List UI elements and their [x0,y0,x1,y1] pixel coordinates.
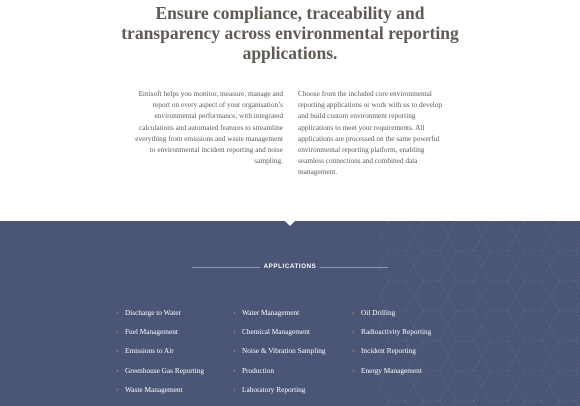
headline-line: applications. [242,43,338,63]
paragraph-line: management. [298,167,338,177]
app-link-label: Chemical Management [242,327,310,336]
app-link-label: Emissions to Air [125,346,174,355]
intro-right-paragraph [298,88,488,178]
heading-divider-right [320,267,388,268]
paragraph-line: Choose from the included core environmental [298,89,432,98]
app-link-label: Incident Reporting [361,346,416,355]
chevron-right-icon: › [352,327,355,336]
paragraph-line: seamless connections and combined data [298,156,418,166]
app-link[interactable] [116,366,204,375]
applications-heading: APPLICATIONS [263,263,317,270]
paragraph-line: applications are processed on the same powerful [298,133,440,143]
page-headline [90,3,490,63]
app-link-label: Noise & Vibration Sampling [242,346,326,355]
paragraph-line: Emisoft helps you monitor, measure, manage and [138,89,283,98]
app-link-label: Fuel Management [125,327,178,336]
app-link[interactable] [116,327,178,336]
app-link[interactable] [352,327,431,336]
chevron-right-icon: › [233,346,236,355]
app-link-label: Energy Management [361,366,422,375]
app-link[interactable] [233,385,305,394]
chevron-right-icon: › [352,346,355,355]
paragraph-line: calculations and automated features to streamline [138,122,283,132]
chevron-right-icon: › [352,366,355,375]
paragraph-line: environmental reporting platform, enabling [298,145,425,155]
paragraph-line: and build custom environment reporting [298,111,416,121]
paragraph-line: reporting applications or work with us to develop [298,100,443,110]
app-link-label: Laboratory Reporting [242,385,306,394]
app-link-label: Discharge to Water [125,308,181,317]
app-link[interactable] [352,308,395,317]
chevron-right-icon: › [116,327,119,336]
app-link[interactable] [352,366,422,375]
applications-section [0,221,580,406]
app-link-label: Radioactivity Reporting [361,327,432,336]
chevron-right-icon: › [116,385,119,394]
paragraph-line: environmental performance, with integrated [154,111,283,121]
intro-left-paragraph [96,88,283,166]
app-link[interactable] [116,308,181,317]
chevron-right-icon: › [233,327,236,336]
chevron-right-icon: › [233,366,236,375]
app-link-label: Waste Management [125,385,183,394]
paragraph-line: applications to meet your requirements. All [298,122,425,132]
paragraph-line: sampling. [254,156,283,166]
chevron-right-icon: › [116,346,119,355]
app-link[interactable] [233,308,299,317]
app-link[interactable] [233,346,326,355]
app-link-label: Oil Drilling [361,308,396,317]
app-link-label: Water Management [242,308,300,317]
chevron-right-icon: › [233,385,236,394]
chevron-right-icon: › [352,308,355,317]
headline-line: transparency across environmental reporting [121,23,459,43]
app-link[interactable] [352,346,416,355]
app-link[interactable] [116,346,174,355]
chevron-right-icon: › [233,308,236,317]
app-link-label: Production [242,366,275,375]
chevron-right-icon: › [116,308,119,317]
section-notch [285,221,295,226]
paragraph-line: to environmental incident reporting and noise [149,145,283,155]
app-link[interactable] [233,327,310,336]
chevron-right-icon: › [116,366,119,375]
paragraph-line: everything from emissions and waste management [135,133,283,143]
app-link[interactable] [116,385,183,394]
paragraph-line: report on every aspect of your organisation’s [152,100,283,110]
app-link[interactable] [233,366,274,375]
hexagon-pattern-background [380,221,580,406]
headline-line: Ensure compliance, traceability and [155,3,425,23]
app-link-label: Greenhouse Gas Reporting [125,366,205,375]
